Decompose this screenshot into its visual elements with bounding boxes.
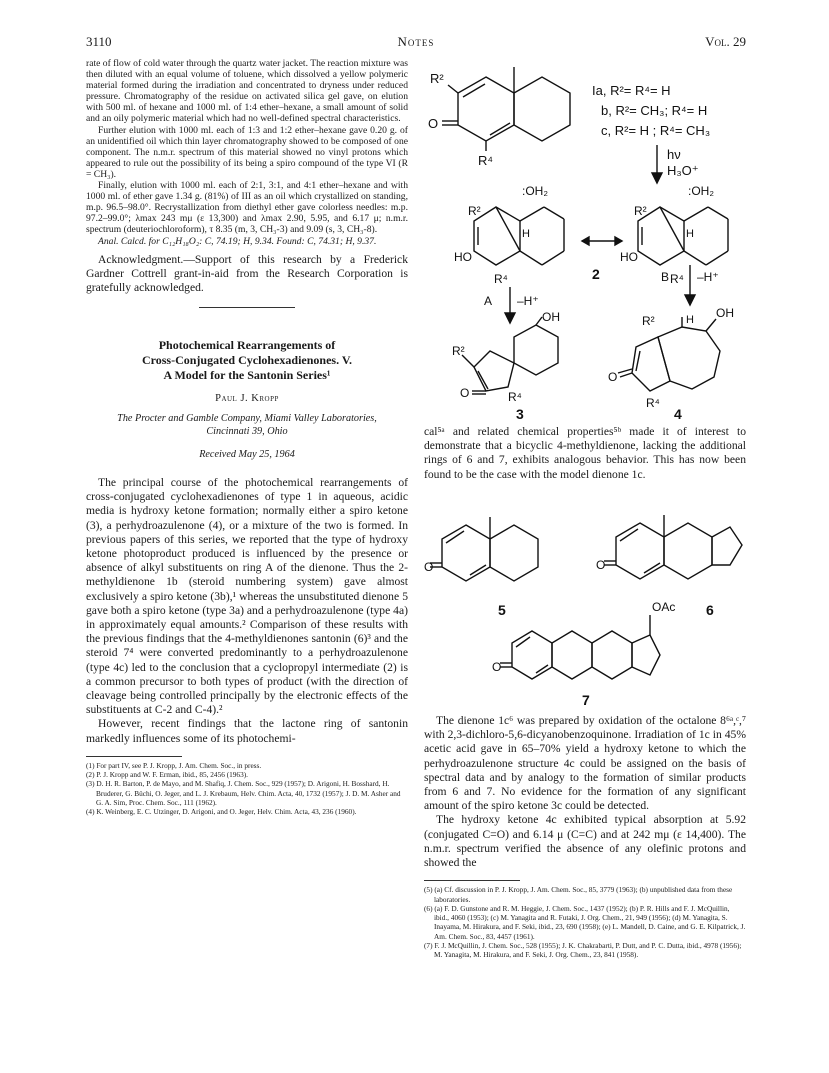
oh2-label: :OH₂ bbox=[522, 184, 548, 198]
compound-2-label: 2 bbox=[592, 266, 600, 282]
footnote: (7) F. J. McQuillin, J. Chem. Soc., 528 (1955); J. K. Chakrabarti, P. Dutt, and P. C. Dutta, ibid., 4978 (1956); M. Yanagita, M. Hirakura, and F. Seki, J. Org. Chem., 23, 841 (1958). bbox=[424, 941, 742, 960]
footnote: (6) (a) F. D. Gunstone and R. M. Heggie, J. Chem. Soc., 1437 (1952); (b) P. R. Hills and F. J. McQuillin, ibid., 4060 (1953); (c) M. Yanagita and R. Futaki, J. Org. Chem., 21, 949 (1956); (d) M. Yanagita, S. Inayama, M. Hirakura, and F. Seki, ibid., 23, 690 (1958); (e) L. Mandell, D. Caine, and G. E. Kilpatrick, J. Am. Chem. Soc., 83, 4457 (1961). bbox=[424, 903, 746, 941]
volume-label: Vol. 29 bbox=[705, 34, 746, 49]
body-paragraph: The dienone 1c⁶ was prepared by oxidation of the octalone 8⁶ᵃ,ᶜ,⁷ with 2,3-dichloro-5,6-dicyanobenzoquinone. Irradiation of 1c in 45% acetic acid gave in 65–70% yield a hydroxy ketone to which the perhydroazulenone structure 4c could be assigned on the basis of spectral data and by analogy to the formation of similar products from 6 and 7. No evidence for the formation of any significant amount of the spiro ketone 3c could be detected. bbox=[424, 714, 746, 813]
oh2-label: :OH₂ bbox=[688, 184, 714, 198]
left-column bbox=[86, 58, 408, 817]
compound-3-label: 3 bbox=[516, 406, 524, 420]
step-a-label: A bbox=[484, 294, 493, 308]
footnote: (2) P. J. Kropp and W. F. Erman, ibid., 85, 2456 (1963). bbox=[86, 770, 248, 780]
intermediate-2-left bbox=[474, 207, 564, 265]
right-column-bottom bbox=[424, 714, 746, 960]
oxygen-label: O bbox=[608, 370, 618, 384]
section-title: Notes bbox=[397, 34, 435, 49]
r4-label: R⁴ bbox=[670, 272, 684, 286]
step-b-label: B bbox=[661, 270, 670, 284]
arrowhead bbox=[582, 237, 589, 245]
h-label: H bbox=[686, 228, 694, 240]
r2-label: R² bbox=[468, 204, 481, 218]
legend-a: Ia, R²= R⁴= H bbox=[592, 83, 671, 98]
minus-h-label: –H⁺ bbox=[697, 270, 719, 284]
footnote-divider bbox=[86, 756, 182, 757]
ho-label: HO bbox=[454, 250, 472, 264]
h-label: H bbox=[522, 228, 530, 240]
oxygen-label: O bbox=[596, 558, 606, 572]
footnote: (1) For part IV, see P. J. Kropp, J. Am. Chem. Soc., in press. bbox=[86, 760, 262, 770]
ho-label: HO bbox=[620, 250, 638, 264]
page-number: 3110 bbox=[86, 34, 112, 49]
compound-6-label: 6 bbox=[706, 602, 714, 618]
h3o-label: H₃O⁺ bbox=[667, 163, 699, 178]
footnote: (4) K. Weinberg, E. C. Utzinger, D. Arigoni, and O. Jeger, Helv. Chim. Acta, 43, 236 (1960). bbox=[86, 807, 357, 817]
body-paragraph: The principal course of the photochemical rearrangements of cross-conjugated cyclohexadienones of type 1 in aqueous, acidic media is hydroxy ketone formation; normally either a spiro ketone (3), a perhydroazulenone (4), or a mixture of the two is formed. In previous papers of this series, we reported that the type of hydroxy ketone photoproduct produced is influenced by the presence or absence of alkyl substituents on ring A of the dienone. Thus the 2-methyldienone 1b (steroid numbering system) gave almost exclusively a spiro ketone (3b),¹ whereas the unsubstituted dienone 5 gave both a spiro ketone (type 3a) and a perhydroazulenone (type 4a) in approximately equal amounts.² Comparison of these results with the previous findings that the 4-methyldienones santonin (6)³ and the steroid 7⁴ were converted predominantly to a perhydroazulenone (type 4c) led to the conclusion that a cyclopropyl intermediate (2) is a common precursor to both types of product (with the direction of cleavage being controlled principally by the electronic effects of the substituents at C-2 and C-4).² bbox=[86, 476, 408, 717]
r2-label: R² bbox=[430, 71, 444, 86]
oac-label: OAc bbox=[652, 600, 676, 614]
prev-paragraph: Further elution with 1000 ml. each of 1:3 and 1:2 ether–hexane gave 0.20 g. of an unidentified oil which thin layer chromatography showed to be composed of one component. The n.m.r. spectrum of this material showed no vinyl protons which appeared to rule out the possibility of its being a spiro compound of the type VI (R = CH₃). bbox=[86, 124, 408, 180]
arrowhead bbox=[652, 173, 662, 183]
affiliation: The Procter and Gamble Company, Miami Valley Laboratories, Cincinnati 39, Ohio bbox=[117, 413, 377, 437]
oxygen-label: O bbox=[428, 116, 439, 131]
footnotes-right bbox=[424, 885, 746, 959]
right-column-top bbox=[424, 425, 746, 482]
footnote-divider bbox=[424, 880, 520, 881]
author: Paul J. Kropp bbox=[215, 393, 279, 405]
legend-c: c, R²= H ; R⁴= CH₃ bbox=[601, 123, 711, 138]
r4-label: R⁴ bbox=[508, 390, 522, 404]
article-title: Photochemical Rearrangements of Cross-Conjugated Cyclohexadienones. V. A Model for the Santonin Series¹ bbox=[141, 338, 353, 383]
footnote: (3) D. H. R. Barton, P. de Mayo, and M. Shafiq, J. Chem. Soc., 929 (1957); D. Arigoni, H. Bosshard, H. Bruderer, G. Büchi, O. Jeger, and L. J. Krebaum, Helv. Chim. Acta, 40, 1732 (1957); J. D. M. Asher and G. A. Sim, Proc. Chem. Soc., 111 (1962). bbox=[86, 779, 401, 808]
r2-label: R² bbox=[634, 204, 647, 218]
prev-paragraph: rate of flow of cold water through the quartz water jacket. The reaction mixture was then diluted with an equal volume of toluene, which dissolved a yellow polymeric material formed during the irradiation and concentrated to dryness under reduced pressure. Chromatography of the residue on activated silica gel gave, on elution with 500 ml. of hexane and 1000 ml. of 1:4 ether–hexane, a small amount of solid and an oily polymeric material which had no well-defined spectral characteristics. bbox=[86, 58, 408, 125]
compound-7-label: 7 bbox=[582, 692, 590, 708]
dienone-1-structure bbox=[442, 67, 570, 151]
body-paragraph: The hydroxy ketone 4c exhibited typical absorption at 5.92 (conjugated C=O) and 6.14 μ (C=C) and at 242 mμ (ε 14,400). The n.m.r. spectrum verified the absence of any olefinic protons and showed the bbox=[424, 813, 746, 870]
compound-4-label: 4 bbox=[674, 406, 682, 420]
r4-label: R⁴ bbox=[494, 272, 508, 286]
hv-label: hν bbox=[667, 147, 681, 162]
steroid-7-structure bbox=[500, 615, 660, 679]
reaction-scheme bbox=[424, 55, 754, 420]
oh-label: OH bbox=[716, 306, 734, 320]
footnotes-left bbox=[86, 761, 408, 817]
arrowhead bbox=[615, 237, 622, 245]
perhydroazulenone-4 bbox=[618, 317, 720, 391]
body-paragraph: However, recent findings that the lactone ring of santonin markedly influences some of its photochemi- bbox=[86, 717, 408, 745]
r2-label: R² bbox=[452, 344, 465, 358]
structures-5-6-7 bbox=[424, 505, 754, 710]
article-divider bbox=[199, 307, 295, 308]
arrowhead bbox=[685, 295, 695, 305]
santonin-6-structure bbox=[604, 515, 742, 579]
prev-paragraph: Finally, elution with 1000 ml. each of 2:1, 3:1, and 4:1 ether–hexane and with 1000 ml. of ether gave 1.34 g. (81%) of III as an oil which crystallized on standing, m.p. 96.5–98.0°. Recrystallization from diethyl ether gave colorless needles: m.p. 97.2–99.0°; λmax 243 mμ (ε 13,300) and λmax 2.90, 5.95, and 6.17 μ; n.m.r. spectrum (deuteriochloroform), τ 8.35 (m, 3, CH₃-3) and 9.09 (s, 3, CH₃-8). bbox=[86, 180, 408, 236]
page-header bbox=[86, 34, 746, 50]
arrowhead bbox=[505, 313, 515, 323]
spiro-ketone-3 bbox=[462, 317, 558, 394]
legend-b: b, R²= CH₃; R⁴= H bbox=[601, 103, 708, 118]
oxygen-label: O bbox=[424, 560, 434, 574]
r2-label: R² bbox=[642, 314, 655, 328]
oh-label: OH bbox=[542, 310, 560, 324]
r4-label: R⁴ bbox=[478, 153, 493, 168]
body-paragraph: cal⁵ᵃ and related chemical properties⁵ᵇ made it of interest to demonstrate that a bicyclic 4-methyldienone, lacking the additional rings of 6 and 7, exhibits analogous behavior. This has now been found to be the case with the model dienone 1c. bbox=[424, 425, 746, 481]
h-label: H bbox=[686, 314, 694, 326]
compound-5-structure bbox=[430, 517, 538, 581]
footnote: (5) (a) Cf. discussion in P. J. Kropp, J. Am. Chem. Soc., 85, 3779 (1963); (b) unpublished data from these laboratories. bbox=[424, 885, 733, 904]
minus-h-label: –H⁺ bbox=[517, 294, 539, 308]
compound-5-label: 5 bbox=[498, 602, 506, 618]
intermediate-2-right bbox=[638, 207, 728, 265]
acknowledgment: Acknowledgment.—Support of this research by a Frederick Gardner Cottrell grant-in-aid from the Research Corporation is gratefully acknowledged. bbox=[86, 252, 408, 294]
oxygen-label: O bbox=[492, 660, 502, 674]
received-date: Received May 25, 1964 bbox=[199, 449, 295, 461]
prev-analysis: Anal. Calcd. for C₁₂H₁₈O₂: C, 74.19; H, 9.34. Found: C, 74.31; H, 9.37. bbox=[98, 235, 377, 247]
oxygen-label: O bbox=[460, 386, 470, 400]
r4-label: R⁴ bbox=[646, 396, 660, 410]
